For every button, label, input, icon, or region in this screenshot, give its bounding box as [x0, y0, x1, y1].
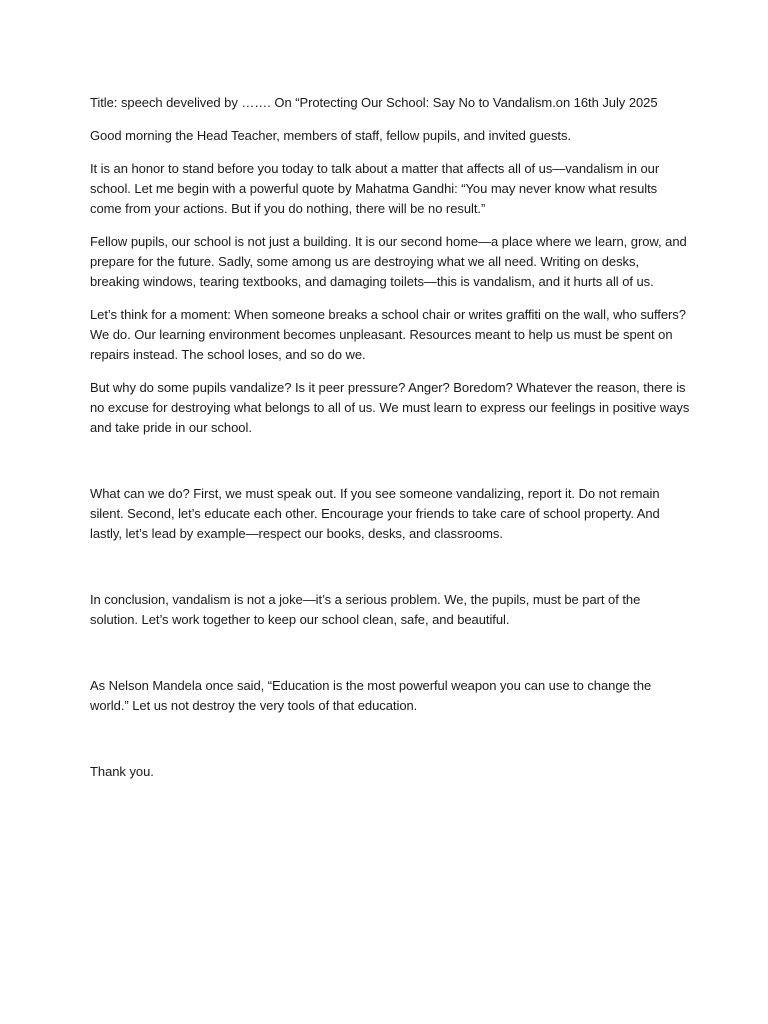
document-page: [90, 93, 690, 782]
conclusion-paragraph: In conclusion, vandalism is not a joke—it’s a serious problem. We, the pupils, must be part of the solution. Let’s work together to keep our school clean, safe, and beautiful.: [90, 592, 641, 627]
closing-thank-you: Thank you.: [90, 764, 154, 779]
intro-paragraph: It is an honor to stand before you today to talk about a matter that affects all of us—vandalism in our school. Let me begin with a powerful quote by Mahatma Gandhi: “You may never know what results come from your actions. But if you do nothing, there will be no result.”: [90, 161, 660, 216]
body-paragraph-school-home: Fellow pupils, our school is not just a building. It is our second home—a place where we learn, grow, and prepare for the future. Sadly, some among us are destroying what we all need. Writing on desks, breaking windows, tearing textbooks, and damaging toilets—this is vandalism, and it hurts all of us.: [90, 234, 687, 289]
body-paragraph-who-suffers: Let’s think for a moment: When someone breaks a school chair or writes graffiti on the wall, who suffers? We do. Our learning environment becomes unpleasant. Resources meant to help us must be spent on repairs instead. The school loses, and so do we.: [90, 307, 686, 362]
body-paragraph-why-vandalize: But why do some pupils vandalize? Is it peer pressure? Anger? Boredom? Whatever the reason, there is no excuse for destroying what belongs to all of us. We must learn to express our feelings in positive ways and take pride in our school.: [90, 380, 690, 435]
greeting-paragraph: Good morning the Head Teacher, members of staff, fellow pupils, and invited guests.: [90, 128, 571, 143]
speech-title: Title: speech develived by ……. On “Protecting Our School: Say No to Vandalism.on 16th July 2025: [90, 95, 658, 110]
mandela-quote-paragraph: As Nelson Mandela once said, “Education is the most powerful weapon you can use to change the world.” Let us not destroy the very tools of that education.: [90, 678, 652, 713]
body-paragraph-what-can-we-do: What can we do? First, we must speak out. If you see someone vandalizing, report it. Do not remain silent. Second, let’s educate each other. Encourage your friends to take care of school property. And lastly, let’s lead by example—respect our books, desks, and classrooms.: [90, 486, 660, 541]
